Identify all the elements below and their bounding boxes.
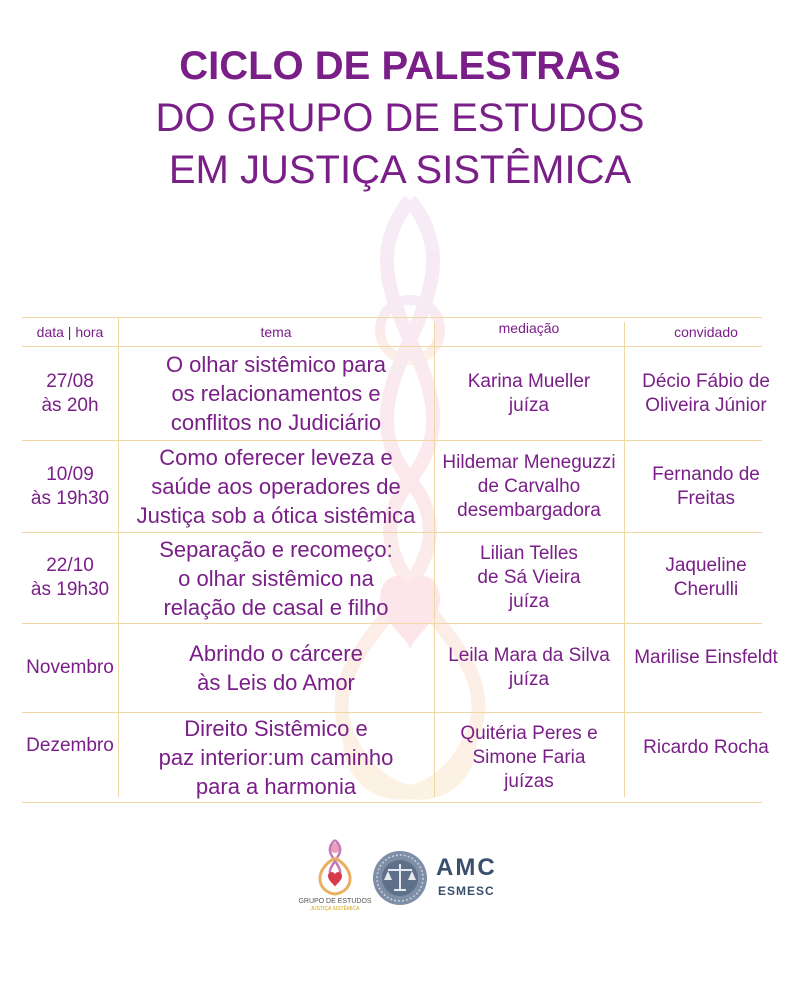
row-5-tema: Direito Sistêmico e paz interior:um caminho para a harmonia [158, 716, 394, 799]
title-line-2: DO GRUPO DE ESTUDOS [155, 96, 645, 140]
header-mediacao: mediação [498, 320, 560, 336]
title-line-1: CICLO DE PALESTRAS [179, 44, 621, 88]
row-4-date: Novembro [26, 657, 114, 678]
row-5-mediacao: Quitéria Peres e Simone Faria juízas [460, 722, 598, 792]
grupo-estudos-name: GRUPO DE ESTUDOS [298, 898, 372, 905]
row-3-date: 22/10 às 19h30 [30, 555, 110, 600]
header-date: data | hora [36, 324, 104, 340]
row-5-convidado: Ricardo Rocha [643, 737, 769, 758]
row-4-tema: Abrindo o cárcere às Leis do Amor [189, 641, 363, 695]
row-3-mediacao: Lilian Telles de Sá Vieira juíza [477, 543, 581, 612]
row-2-convidado: Fernando de Freitas [652, 463, 760, 509]
page-title [0, 40, 800, 196]
row-4-convidado: Marilise Einsfeldt [634, 647, 778, 668]
row-3-tema: Separação e recomeço: o olhar sistêmico na relação de casal e filho [159, 536, 393, 620]
row-2-tema: Como oferecer leveza e saúde aos operadores de Justiça sob a ótica sistêmica [136, 445, 416, 528]
amc-logo-text: AMC [436, 854, 497, 881]
row-5-date: Dezembro [26, 735, 114, 756]
esmesc-logo-text: ESMESC [438, 884, 495, 898]
row-4-mediacao: Leila Mara da Silva juíza [448, 645, 610, 690]
row-3-convidado: Jaqueline Cherulli [665, 555, 747, 600]
grupo-estudos-subname: JUSTIÇA SISTÊMICA [310, 906, 360, 912]
row-1-tema: O olhar sistêmico para os relacionamentos e conflitos no Judiciário [165, 352, 387, 435]
row-2-date: 10/09 às 19h30 [30, 463, 110, 509]
title-line-3: EM JUSTIÇA SISTÊMICA [168, 148, 632, 192]
header-tema: tema [260, 324, 292, 340]
row-1-mediacao: Karina Mueller juíza [467, 370, 591, 416]
header-convidado: convidado [674, 324, 738, 340]
row-1-date: 27/08 às 20h [41, 370, 99, 416]
row-1-convidado: Décio Fábio de Oliveira Júnior [642, 370, 770, 416]
footer-logos [0, 836, 800, 926]
scales-seal-icon [372, 850, 428, 906]
table-bottom-border [22, 802, 762, 803]
row-2-mediacao: Hildemar Meneguzzi de Carvalho desembargadora [442, 451, 616, 521]
